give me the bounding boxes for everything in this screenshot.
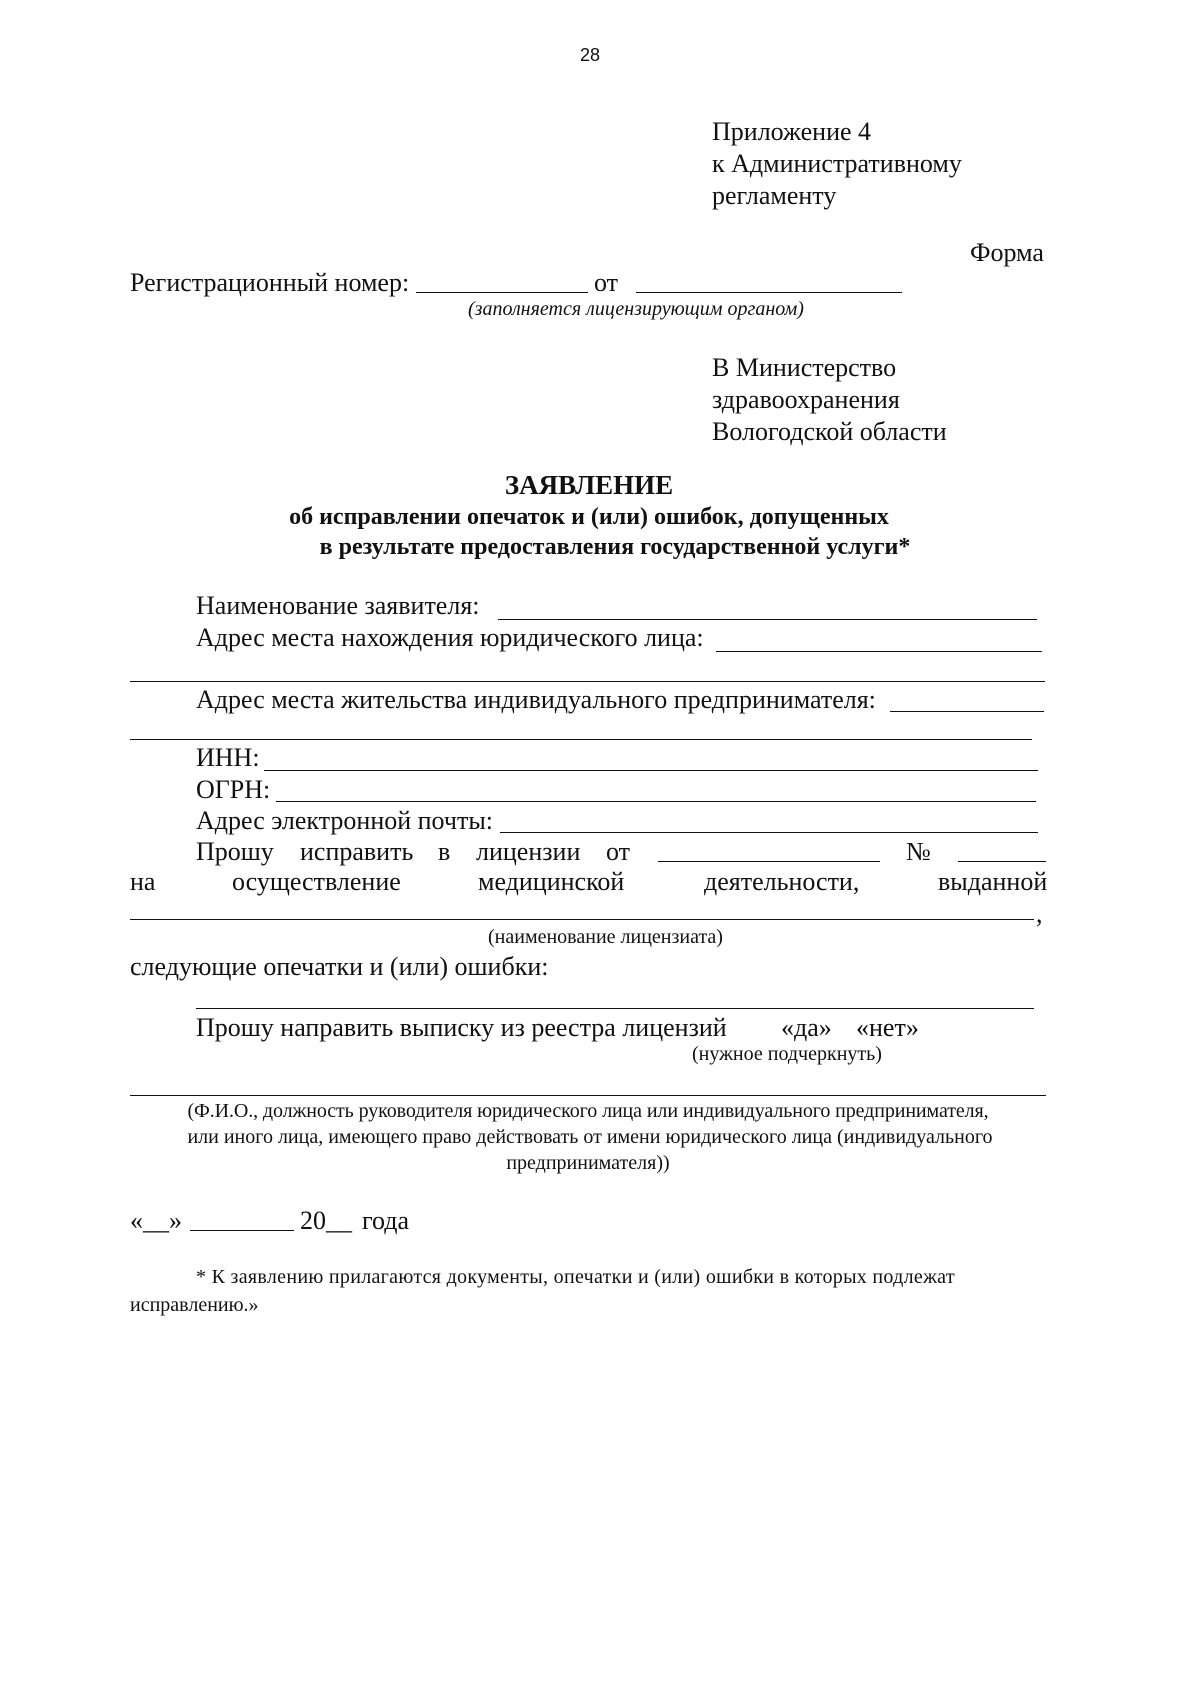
appendix-line-3: регламенту (712, 181, 837, 210)
document-subtitle-1: об исправлении опечаток и (или) ошибок, допущенных (289, 504, 889, 530)
date-month-field[interactable] (190, 1230, 294, 1231)
number-sign: № (906, 837, 931, 866)
signature-note-line-3: предпринимателя)) (506, 1152, 670, 1174)
addressee-block (712, 352, 947, 448)
email-field[interactable] (500, 832, 1038, 833)
registration-label: Регистрационный номер: (130, 268, 410, 297)
legal-address-field[interactable] (716, 651, 1042, 652)
entrepreneur-address-field-continued[interactable] (130, 739, 1032, 740)
registration-from-label: от (594, 268, 619, 297)
document-title: ЗАЯВЛЕНИЕ (504, 470, 674, 500)
appendix-line-2: к Административному (712, 149, 962, 178)
request-word-2: исправить (300, 837, 414, 866)
legal-address-label: Адрес места нахождения юридического лица: (196, 623, 704, 652)
addressee-line-1: В Министерство (712, 353, 897, 382)
footnote-line-1: * К заявлению прилагаются документы, опечатки и (или) ошибки в которых подлежат (196, 1266, 955, 1288)
extract-request-text: Прошу направить выписку из реестра лицензий (196, 1013, 727, 1042)
extract-note: (нужное подчеркнуть) (692, 1043, 882, 1065)
request-line2-word-5: выданной (938, 867, 1048, 896)
appendix-line-1: Приложение 4 (712, 117, 872, 146)
inn-label: ИНН: (196, 743, 260, 772)
date-year-word: года (362, 1206, 410, 1235)
addressee-line-3: Вологодской области (712, 417, 947, 446)
addressee-line-2: здравоохранения (712, 385, 900, 414)
form-label: Форма (970, 238, 1044, 267)
signature-note-line-2: или иного лица, имеющего право действовать от имени юридического лица (индивидуального (187, 1126, 993, 1148)
license-date-field[interactable] (658, 861, 880, 862)
license-number-field[interactable] (958, 861, 1046, 862)
document-subtitle-2: в результате предоставления государственной услуги* (319, 534, 911, 560)
licensee-comma: , (1036, 899, 1043, 928)
request-word-3: в (438, 837, 451, 866)
registration-date-field[interactable] (636, 292, 902, 293)
errors-field[interactable] (196, 1008, 1034, 1009)
inn-field[interactable] (264, 770, 1038, 771)
request-line2-word-2: осуществление (232, 867, 401, 896)
ogrn-field[interactable] (276, 801, 1036, 802)
extract-yes-option[interactable]: «да» (781, 1013, 832, 1042)
entrepreneur-address-label: Адрес места жительства индивидуального предпринимателя: (196, 685, 876, 714)
entrepreneur-address-field[interactable] (890, 711, 1044, 712)
date-day[interactable]: «__» (130, 1206, 182, 1235)
request-line2-word-4: деятельности, (704, 867, 860, 896)
request-line2-word-1: на (130, 867, 156, 896)
legal-address-field-continued[interactable] (130, 681, 1045, 682)
applicant-name-field[interactable] (498, 619, 1037, 620)
request-line2-word-3: медицинской (478, 867, 625, 896)
applicant-name-label: Наименование заявителя: (196, 591, 480, 620)
request-word-4: лицензии (476, 837, 581, 866)
signature-field[interactable] (130, 1095, 1046, 1096)
errors-label: следующие опечатки и (или) ошибки: (130, 952, 549, 981)
email-label: Адрес электронной почты: (196, 806, 494, 835)
extract-no-option[interactable]: «нет» (856, 1013, 919, 1042)
registration-number-field[interactable] (416, 292, 588, 293)
licensee-note: (наименование лицензиата) (488, 926, 723, 948)
ogrn-label: ОГРН: (196, 775, 271, 804)
licensee-name-field[interactable] (130, 919, 1034, 920)
request-word-5: от (606, 837, 631, 866)
page-number: 28 (580, 45, 601, 65)
footnote-line-2: исправлению.» (130, 1294, 259, 1316)
signature-note-line-1: (Ф.И.О., должность руководителя юридического лица или индивидуального предпринимателя, (187, 1100, 989, 1122)
request-word-1: Прошу (196, 837, 274, 866)
registration-note: (заполняется лицензирующим органом) (468, 298, 804, 320)
appendix-block (712, 116, 962, 212)
date-year[interactable]: 20__ (300, 1206, 352, 1235)
